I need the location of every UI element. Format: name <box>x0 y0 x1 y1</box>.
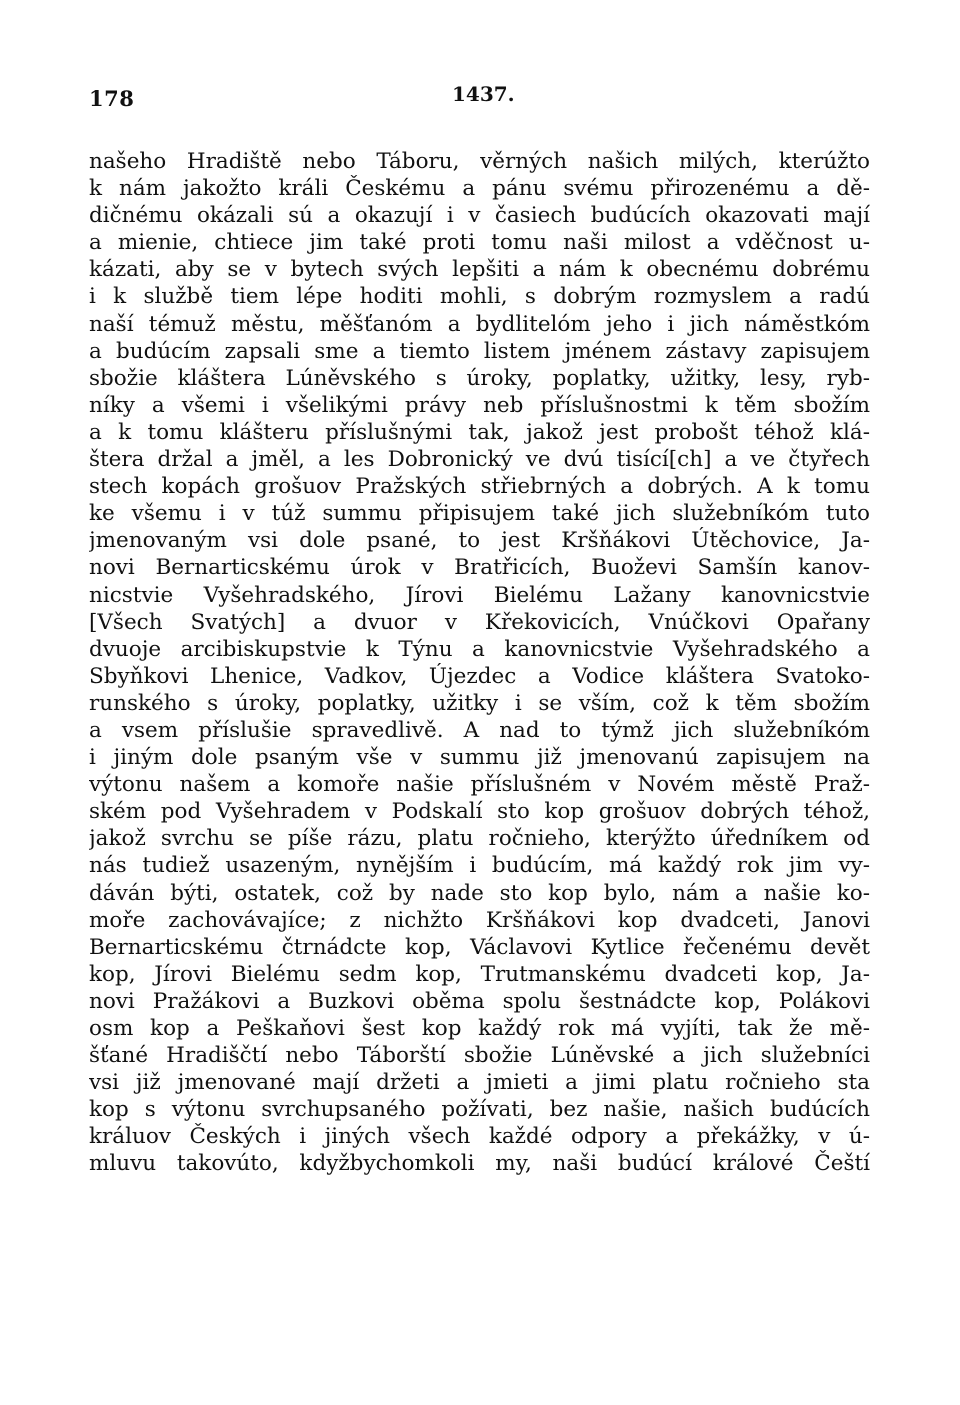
text-line: Sbyňkovi Lhenice, Vadkov, Újezdec a Vodice kláštera Svatoko- <box>89 663 870 689</box>
text-line: naší témuž městu, měšťanóm a bydlitelóm jeho i jich náměstkóm <box>89 311 870 337</box>
text-line: Bernarticskému čtrnádcte kop, Václavovi Kytlice řečenému devět <box>89 934 870 960</box>
text-line: nicstvie Vyšehradského, Jírovi Bielému Lažany kanovnicstvie <box>89 582 870 608</box>
text-line: a vsem příslušie spravedlivě. A nad to týmž jich služebníkóm <box>89 717 870 743</box>
text-line: kop s výtonu svrchupsaného požívati, bez našie, našich budúcích <box>89 1097 870 1123</box>
text-line: stech kopách grošuov Pražských střiebrných a dobrých. A k tomu <box>89 474 870 500</box>
text-line: šťané Hradiščtí nebo Táborští sbožie Lúněvské a jich služebníci <box>89 1043 870 1069</box>
text-line: ském pod Vyšehradem v Podskalí sto kop grošuov dobrých téhož, <box>89 799 870 825</box>
text-line: [Všech Svatých] a dvuor v Křekovicích, Vnúčkovi Opařany <box>89 609 870 635</box>
text-line: mluvu takovúto, kdyžbychomkoli my, naši budúcí králové Čeští <box>89 1151 870 1177</box>
text-line: jmenovaným vsi dole psané, to jest Kršňákovi Útěchovice, Ja- <box>89 528 870 554</box>
text-line: našeho Hradiště nebo Táboru, věrných našich milých, kterúžto <box>89 149 870 174</box>
text-line: osm kop a Peškaňovi šest kop každý rok má vyjíti, tak že mě- <box>89 1016 870 1041</box>
text-line: a budúcím zapsali sme a tiemto listem jménem zástavy zapisujem <box>89 338 870 364</box>
text-line: a k tomu klášteru příslušnými tak, jakož jest probošt téhož klá- <box>89 419 870 445</box>
text-line: dvuoje arcibiskupstvie k Týnu a kanovnicstvie Vyšehradského a <box>89 636 870 662</box>
text-line: k nám jakožto králi Českému a pánu svému přirozenému a dě- <box>89 176 870 202</box>
text-line: dičnému okázali sú a okazují i v časiech budúcích okazovati mají <box>89 203 870 229</box>
text-line: runského s úroky, poplatky, užitky i se vším, což k těm sbožím <box>89 690 870 716</box>
text-line: níky a všemi i všelikými právy neb příslušnostmi k těm sbožím <box>89 392 870 418</box>
text-line: novi Bernarticskému úrok v Bratřicích, Buoževi Samšín kanov- <box>89 555 870 581</box>
running-header-year: 1437. <box>452 82 515 106</box>
text-line: králuov Českých i jiných všech každé odpory a překážky, v ú- <box>89 1124 870 1150</box>
text-line: nás tudiež usazeným, nynějším i budúcím, má každý rok jim vy- <box>89 853 870 879</box>
text-line: ke všemu i v túž summu připisujem také jich služebníkóm tuto <box>89 501 870 527</box>
text-line: moře zachovávajíce; z nichžto Kršňákovi kop dvadceti, Janovi <box>89 907 870 933</box>
text-line: jakož svrchu se píše rázu, platu ročnieho, kterýžto úředníkem od <box>89 826 870 852</box>
text-line: výtonu našem a komoře našie příslušném v Novém městě Praž- <box>89 772 870 798</box>
text-line: i jiným dole psaným vše v summu již jmenovanú zapisujem na <box>89 745 870 771</box>
text-line: a mienie, chtiece jim také proti tomu naši milost a vděčnost u- <box>89 230 870 256</box>
page-number: 178 <box>89 86 135 111</box>
body-text <box>89 148 870 1178</box>
text-line: sbožie kláštera Lúněvského s úroky, poplatky, užitky, lesy, ryb- <box>89 365 870 391</box>
text-line: novi Pražákovi a Buzkovi oběma spolu šestnádcte kop, Polákovi <box>89 988 870 1014</box>
text-line: i k službě tiem lépe hoditi mohli, s dobrým rozmyslem a radú <box>89 284 870 310</box>
text-line: kázati, aby se v bytech svých lepšiti a nám k obecnému dobrému <box>89 257 870 283</box>
text-line: štera držal a jměl, a les Dobronický ve dvú tisící[ch] a ve čtyřech <box>89 447 870 473</box>
text-line: dáván býti, ostatek, což by nade sto kop bylo, nám a našie ko- <box>89 880 870 906</box>
text-line: vsi již jmenované mají držeti a jmieti a jimi platu ročnieho sta <box>89 1070 870 1096</box>
text-line: kop, Jírovi Bielému sedm kop, Trutmanskému dvadceti kop, Ja- <box>89 961 870 987</box>
